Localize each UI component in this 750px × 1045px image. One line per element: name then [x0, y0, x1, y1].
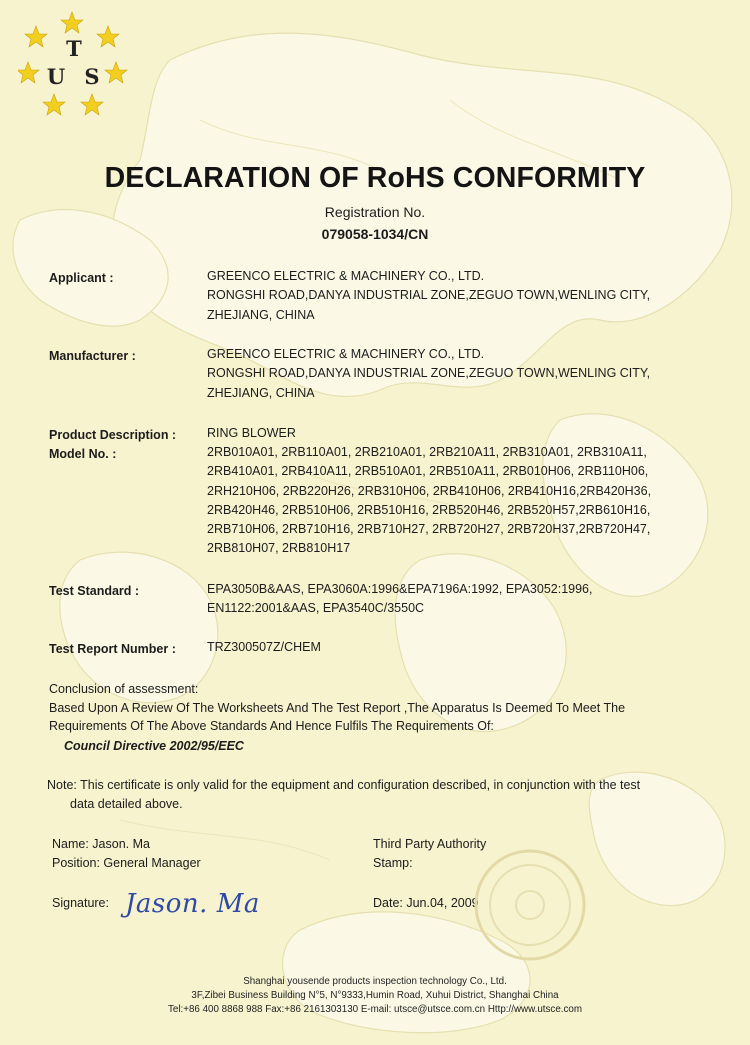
- signatory-position: Position: General Manager: [52, 856, 201, 870]
- test-standard-line: EN1122:2001&AAS, EPA3540C/3550C: [207, 601, 425, 616]
- model-line: 2RB710H06, 2RB710H16, 2RB710H27, 2RB720H27, 2RB720H37,2RB720H47,: [207, 522, 651, 537]
- conclusion-line: Requirements Of The Above Standards And Hence Fulfils The Requirements Of:: [49, 719, 494, 733]
- conclusion-heading: Conclusion of assessment:: [49, 682, 199, 696]
- model-line: 2RB420H46, 2RB510H06, 2RB510H16, 2RB520H46, 2RB520H57,2RB610H16,: [207, 502, 651, 517]
- applicant-label: Applicant :: [49, 271, 114, 285]
- model-number-label: Model No. :: [49, 447, 117, 461]
- test-report-label: Test Report Number :: [49, 642, 176, 656]
- note-line: data detailed above.: [70, 797, 183, 811]
- manufacturer-line: RONGSHI ROAD,DANYA INDUSTRIAL ZONE,ZEGUO TOWN,WENLING CITY,: [207, 366, 651, 381]
- model-line: 2RB410A01, 2RB410A11, 2RB510A01, 2RB510A11, 2RB010H06, 2RB110H06,: [207, 464, 649, 479]
- applicant-line: ZHEJIANG, CHINA: [207, 307, 315, 322]
- logo-letter-u: U: [46, 64, 66, 89]
- model-number-list: [207, 443, 651, 559]
- model-line: 2RH210H06, 2RB220H26, 2RB310H06, 2RB410H06, 2RB410H16,2RB420H36,: [207, 483, 652, 498]
- conclusion-line: Based Upon A Review Of The Worksheets And The Test Report ,The Apparatus Is Deemed To Meet The: [49, 700, 626, 715]
- model-line: 2RB010A01, 2RB110A01, 2RB210A01, 2RB210A11, 2RB310A01, 2RB310A11,: [207, 445, 647, 459]
- manufacturer-line: GREENCO ELECTRIC & MACHINERY CO., LTD.: [207, 347, 485, 361]
- signatory-name: Name: Jason. Ma: [52, 837, 150, 851]
- applicant-line: GREENCO ELECTRIC & MACHINERY CO., LTD.: [207, 269, 485, 283]
- footer-address: 3F,Zibei Business Building N°5, N°9333,Humin Road, Xuhui District, Shanghai China: [191, 990, 559, 1001]
- product-description-value: RING BLOWER: [207, 426, 296, 440]
- document-title: DECLARATION OF RoHS CONFORMITY: [104, 162, 646, 194]
- handwritten-signature: Jason. Ma: [125, 889, 260, 919]
- product-description-label: Product Description :: [49, 428, 177, 442]
- signature-label: Signature:: [52, 896, 109, 910]
- footer-contact: Tel:+86 400 8868 988 Fax:+86 2161303130 E-mail: utsce@utsce.com.cn Http://www.utsce.com: [167, 1004, 583, 1015]
- registration-number: 079058-1034/CN: [321, 226, 429, 242]
- footer-company: Shanghai yousende products inspection technology Co., Ltd.: [243, 976, 507, 987]
- issuer-footer: [0, 975, 750, 1017]
- council-directive: Council Directive 2002/95/EEC: [64, 739, 244, 753]
- conclusion-section: [49, 680, 625, 736]
- logo-letter-s: S: [84, 64, 100, 89]
- note-line: Note: This certificate is only valid for the equipment and configuration described, in conjunction with the test: [47, 778, 641, 792]
- stamp-label: Stamp:: [373, 856, 413, 870]
- applicant-value: [207, 267, 650, 325]
- validity-note: [47, 776, 640, 814]
- test-standard-value: [207, 580, 592, 619]
- third-party-authority-label: Third Party Authority: [373, 837, 487, 851]
- tus-logo: [18, 6, 130, 118]
- manufacturer-label: Manufacturer :: [49, 349, 136, 363]
- test-standard-line: EPA3050B&AAS, EPA3060A:1996&EPA7196A:1992, EPA3052:1996,: [207, 582, 593, 596]
- manufacturer-value: [207, 345, 650, 403]
- issue-date: Date: Jun.04, 2009: [373, 896, 479, 910]
- logo-letter-t: T: [66, 36, 82, 61]
- applicant-line: RONGSHI ROAD,DANYA INDUSTRIAL ZONE,ZEGUO TOWN,WENLING CITY,: [207, 288, 651, 303]
- registration-label: Registration No.: [324, 204, 426, 220]
- test-report-value: TRZ300507Z/CHEM: [207, 640, 321, 654]
- manufacturer-line: ZHEJIANG, CHINA: [207, 385, 315, 400]
- model-line: 2RB810H07, 2RB810H17: [207, 541, 351, 556]
- embossed-stamp-seal: [470, 845, 590, 965]
- test-standard-label: Test Standard :: [49, 584, 140, 598]
